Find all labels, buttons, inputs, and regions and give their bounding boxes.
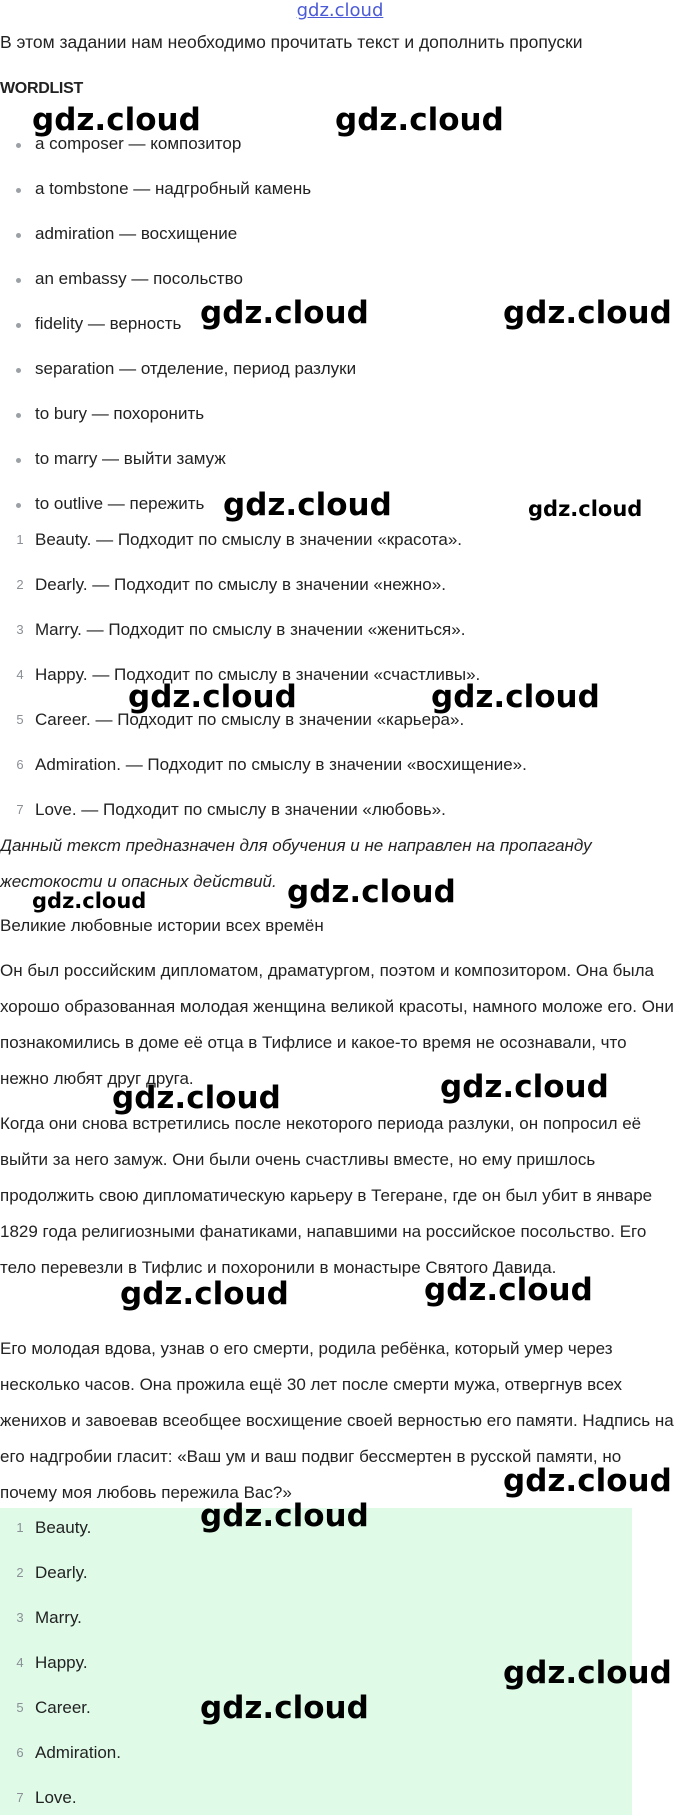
- wordlist-entry: a tombstone — надгробный камень: [35, 179, 312, 198]
- bullet-icon: [16, 188, 21, 193]
- item-number: 1: [16, 532, 24, 547]
- watermark: gdz.cloud: [503, 1655, 672, 1691]
- watermark: gdz.cloud: [287, 874, 456, 910]
- watermark: gdz.cloud: [120, 1276, 289, 1312]
- story-paragraph: Его молодая вдова, узнав о его смерти, родила ребёнка, который умер через несколько часов. Она прожила ещё 30 лет после смерти мужа, отвергнув всех женихов и завоевав всеобщее восхищение своей верностью его памяти. Надпись на его надгробии гласит: «Ваш ум и ваш подвиг бессмертен в русской памяти, но почему моя любовь пережила Вас?»: [0, 1339, 674, 1502]
- bullet-icon: [16, 143, 21, 148]
- bullet-icon: [16, 503, 21, 508]
- answer-text: Admiration.: [35, 1743, 121, 1762]
- bullet-icon: [16, 278, 21, 283]
- bullet-icon: [16, 458, 21, 463]
- explanation-text: Marry. — Подходит по смыслу в значении «жениться».: [35, 620, 466, 639]
- watermark: gdz.cloud: [424, 1272, 593, 1308]
- answer-text: Dearly.: [35, 1563, 88, 1582]
- bullet-icon: [16, 368, 21, 373]
- bullet-icon: [16, 413, 21, 418]
- watermark: gdz.cloud: [528, 497, 643, 521]
- wordlist-entry: to outlive — пережить: [35, 494, 205, 513]
- wordlist-entry: an embassy — посольство: [35, 269, 243, 288]
- watermark: gdz.cloud: [200, 295, 369, 331]
- watermark: gdz.cloud: [335, 102, 504, 138]
- watermark: gdz.cloud: [112, 1080, 281, 1116]
- item-number: 4: [16, 1655, 24, 1670]
- watermark: gdz.cloud: [431, 679, 600, 715]
- item-number: 3: [16, 622, 24, 637]
- site-logo[interactable]: gdz.cloud: [296, 0, 384, 21]
- item-number: 4: [16, 667, 24, 682]
- item-number: 2: [16, 1565, 24, 1580]
- item-number: 5: [16, 1700, 24, 1715]
- story-paragraph: Когда они снова встретились после некоторого периода разлуки, он попросил её выйти за него замуж. Они были очень счастливы вместе, но ему пришлось продолжить свою дипломатическую карьеру в Тегеране, где он был убит в январе 1829 года религиозными фанатиками, напавшими на российское посольство. Его тело перевезли в Тифлис и похоронили в монастыре Святого Давида.: [0, 1114, 653, 1277]
- watermark: gdz.cloud: [32, 889, 147, 913]
- explanation-text: Dearly. — Подходит по смыслу в значении «нежно».: [35, 575, 446, 594]
- task-intro: В этом задании нам необходимо прочитать текст и дополнить пропуски: [0, 32, 583, 52]
- item-number: 7: [16, 1790, 24, 1805]
- watermark: gdz.cloud: [503, 295, 672, 331]
- explanation-text: Love. — Подходит по смыслу в значении «любовь».: [35, 800, 446, 819]
- answer-text: Beauty.: [35, 1518, 92, 1537]
- wordlist-entry: fidelity — верность: [35, 314, 182, 333]
- watermark: gdz.cloud: [128, 679, 297, 715]
- item-number: 7: [16, 802, 24, 817]
- story-paragraph: Он был российским дипломатом, драматургом, поэтом и композитором. Она была хорошо образованная молодая женщина великой красоты, намного моложе его. Они познакомились в доме её отца в Тифлисе и какое-то время не осознавали, что нежно любят друг друга.: [0, 961, 674, 1088]
- wordlist-entry: admiration — восхищение: [35, 224, 238, 243]
- wordlist-entry: to bury — похоронить: [35, 404, 205, 423]
- bullet-icon: [16, 323, 21, 328]
- wordlist-title: WORDLIST: [0, 80, 83, 97]
- explanation-text: Happy. — Подходит по смыслу в значении «счастливы».: [35, 665, 481, 684]
- answer-text: Love.: [35, 1788, 77, 1807]
- watermark: gdz.cloud: [200, 1498, 369, 1534]
- watermark: gdz.cloud: [200, 1690, 369, 1726]
- answer-text: Marry.: [35, 1608, 82, 1627]
- watermark: gdz.cloud: [32, 102, 201, 138]
- wordlist-entry: a composer — композитор: [35, 134, 242, 153]
- explanation-text: Beauty. — Подходит по смыслу в значении «красота».: [35, 530, 463, 549]
- item-number: 5: [16, 712, 24, 727]
- bullet-icon: [16, 233, 21, 238]
- item-number: 6: [16, 757, 24, 772]
- wordlist-entry: to marry — выйти замуж: [35, 449, 226, 468]
- item-number: 2: [16, 577, 24, 592]
- watermark: gdz.cloud: [223, 487, 392, 523]
- item-number: 1: [16, 1520, 24, 1535]
- answer-text: Career.: [35, 1698, 91, 1717]
- item-number: 3: [16, 1610, 24, 1625]
- disclaimer: Данный текст предназначен для обучения и не направлен на пропаганду жестокости и опасных действий.: [0, 836, 592, 891]
- watermark: gdz.cloud: [440, 1069, 609, 1105]
- watermark: gdz.cloud: [503, 1463, 672, 1499]
- wordlist-entry: separation — отделение, период разлуки: [35, 359, 357, 378]
- answer-text: Happy.: [35, 1653, 88, 1672]
- explanation-text: Admiration. — Подходит по смыслу в значении «восхищение».: [35, 755, 527, 774]
- explanation-text: Career. — Подходит по смыслу в значении «карьера».: [35, 710, 465, 729]
- item-number: 6: [16, 1745, 24, 1760]
- story-title: Великие любовные истории всех времён: [0, 916, 324, 935]
